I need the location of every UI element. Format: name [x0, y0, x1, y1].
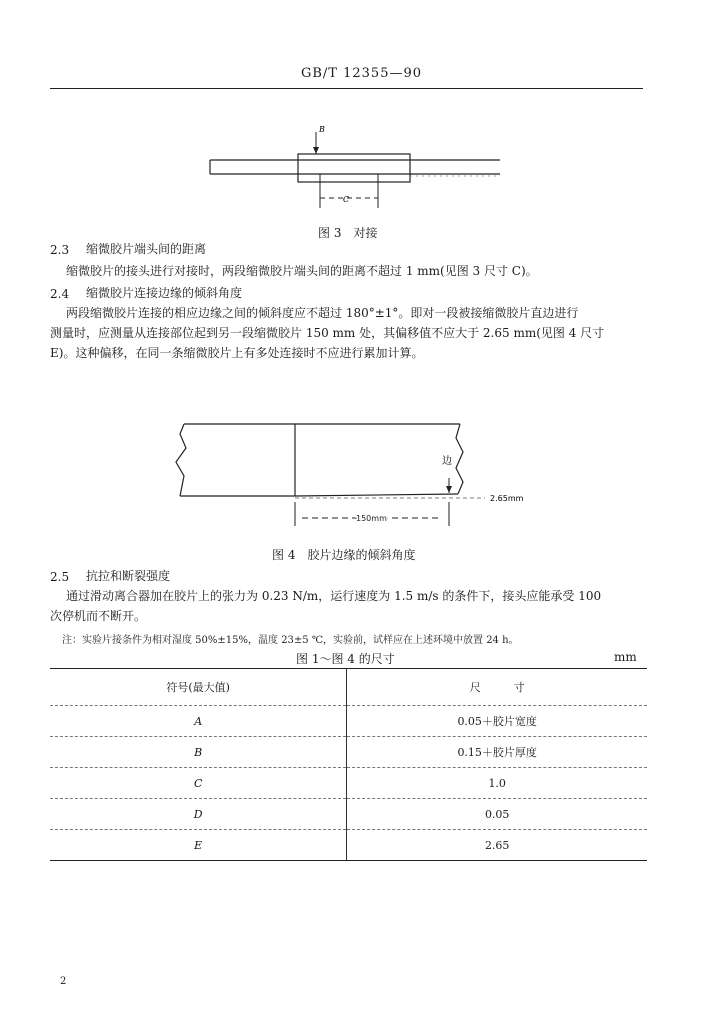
section-2-4-text-line1: 两段缩微胶片连接的相应边缘之间的倾斜度应不超过 180°±1°。即对一段被接缩微胶片直边进行: [66, 306, 579, 320]
table-row: [50, 737, 647, 768]
table-cell-value: 0.05: [347, 799, 647, 830]
table-row: [50, 830, 647, 861]
table-cell-value: 0.05＋胶片宽度: [347, 706, 647, 737]
table-header-row: [50, 669, 647, 706]
table-cell-value: 1.0: [347, 768, 647, 799]
table-header-symbol: 符号(最大值): [50, 669, 347, 706]
standard-header: GB/T 12355—90: [300, 66, 423, 81]
section-2-4-number: 2.4: [50, 287, 70, 301]
section-2-4-title: 缩微胶片连接边缘的倾斜角度: [86, 286, 243, 300]
figure4-film-right-break: [456, 424, 463, 494]
table-unit: mm: [614, 650, 637, 664]
section-2-3-text: 缩微胶片的接头进行对接时，两段缩微胶片端头间的距离不超过 1 mm(见图 3 尺寸 C)。: [66, 264, 538, 278]
table-cell-symbol: A: [50, 706, 347, 737]
section-2-4-text-line3: E)。这种偏移，在同一条缩微胶片上有多处连接时不应进行累加计算。: [50, 346, 424, 360]
table-cell-symbol: E: [50, 830, 347, 861]
table-row: [50, 799, 647, 830]
figure3-diagram: [200, 118, 520, 218]
figure3-splice-patch: [298, 154, 410, 182]
section-2-4-text-line2: 测量时，应测量从连接部位起到另一段缩微胶片 150 mm 处，其偏移值不应大于 2.65 mm(见图 4 尺寸: [50, 326, 605, 340]
figure4-film-left-break: [176, 424, 186, 496]
figure3-label-c: C: [343, 195, 350, 204]
table-cell-symbol: C: [50, 768, 347, 799]
table-cell-symbol: B: [50, 737, 347, 768]
dimensions-table: [50, 668, 647, 861]
table-row: [50, 706, 647, 737]
table-cell-value: 2.65: [347, 830, 647, 861]
figure4-label-length: 150mm: [356, 514, 387, 523]
figure4-offset-edge: [295, 494, 458, 496]
table-row: [50, 768, 647, 799]
figure3-caption: 图 3 对接: [318, 226, 378, 240]
figure4-label-offset: 2.65mm: [490, 494, 524, 503]
test-conditions-note: 注：实验片接条件为相对湿度 50%±15%，温度 23±5 ℃，实验前，试样应在上述环境中放置 24 h。: [62, 635, 519, 646]
header-rule: [50, 88, 643, 89]
section-2-5-text-line2: 次停机而不断开。: [50, 609, 147, 623]
section-2-5-text-line1: 通过滑动离合器加在胶片上的张力为 0.23 N/m，运行速度为 1.5 m/s 的条件下，接头应能承受 100: [66, 589, 602, 603]
figure4-caption: 图 4 胶片边缘的倾斜角度: [272, 548, 416, 562]
section-2-5-title: 抗拉和断裂强度: [86, 569, 171, 583]
figure3-label-b: B: [319, 125, 325, 134]
section-2-3-number: 2.3: [50, 243, 70, 257]
page-number: 2: [60, 976, 67, 987]
table-cell-symbol: D: [50, 799, 347, 830]
figure4-diagram: [160, 412, 550, 534]
table-cell-value: 0.15＋胶片厚度: [347, 737, 647, 768]
section-2-3-title: 缩微胶片端头间的距离: [86, 242, 207, 256]
figure4-label-edge: 边: [442, 456, 452, 467]
table-title: 图 1～图 4 的尺寸: [296, 652, 395, 666]
section-2-5-number: 2.5: [50, 570, 70, 584]
table-header-dimension: 尺 寸: [347, 669, 647, 706]
